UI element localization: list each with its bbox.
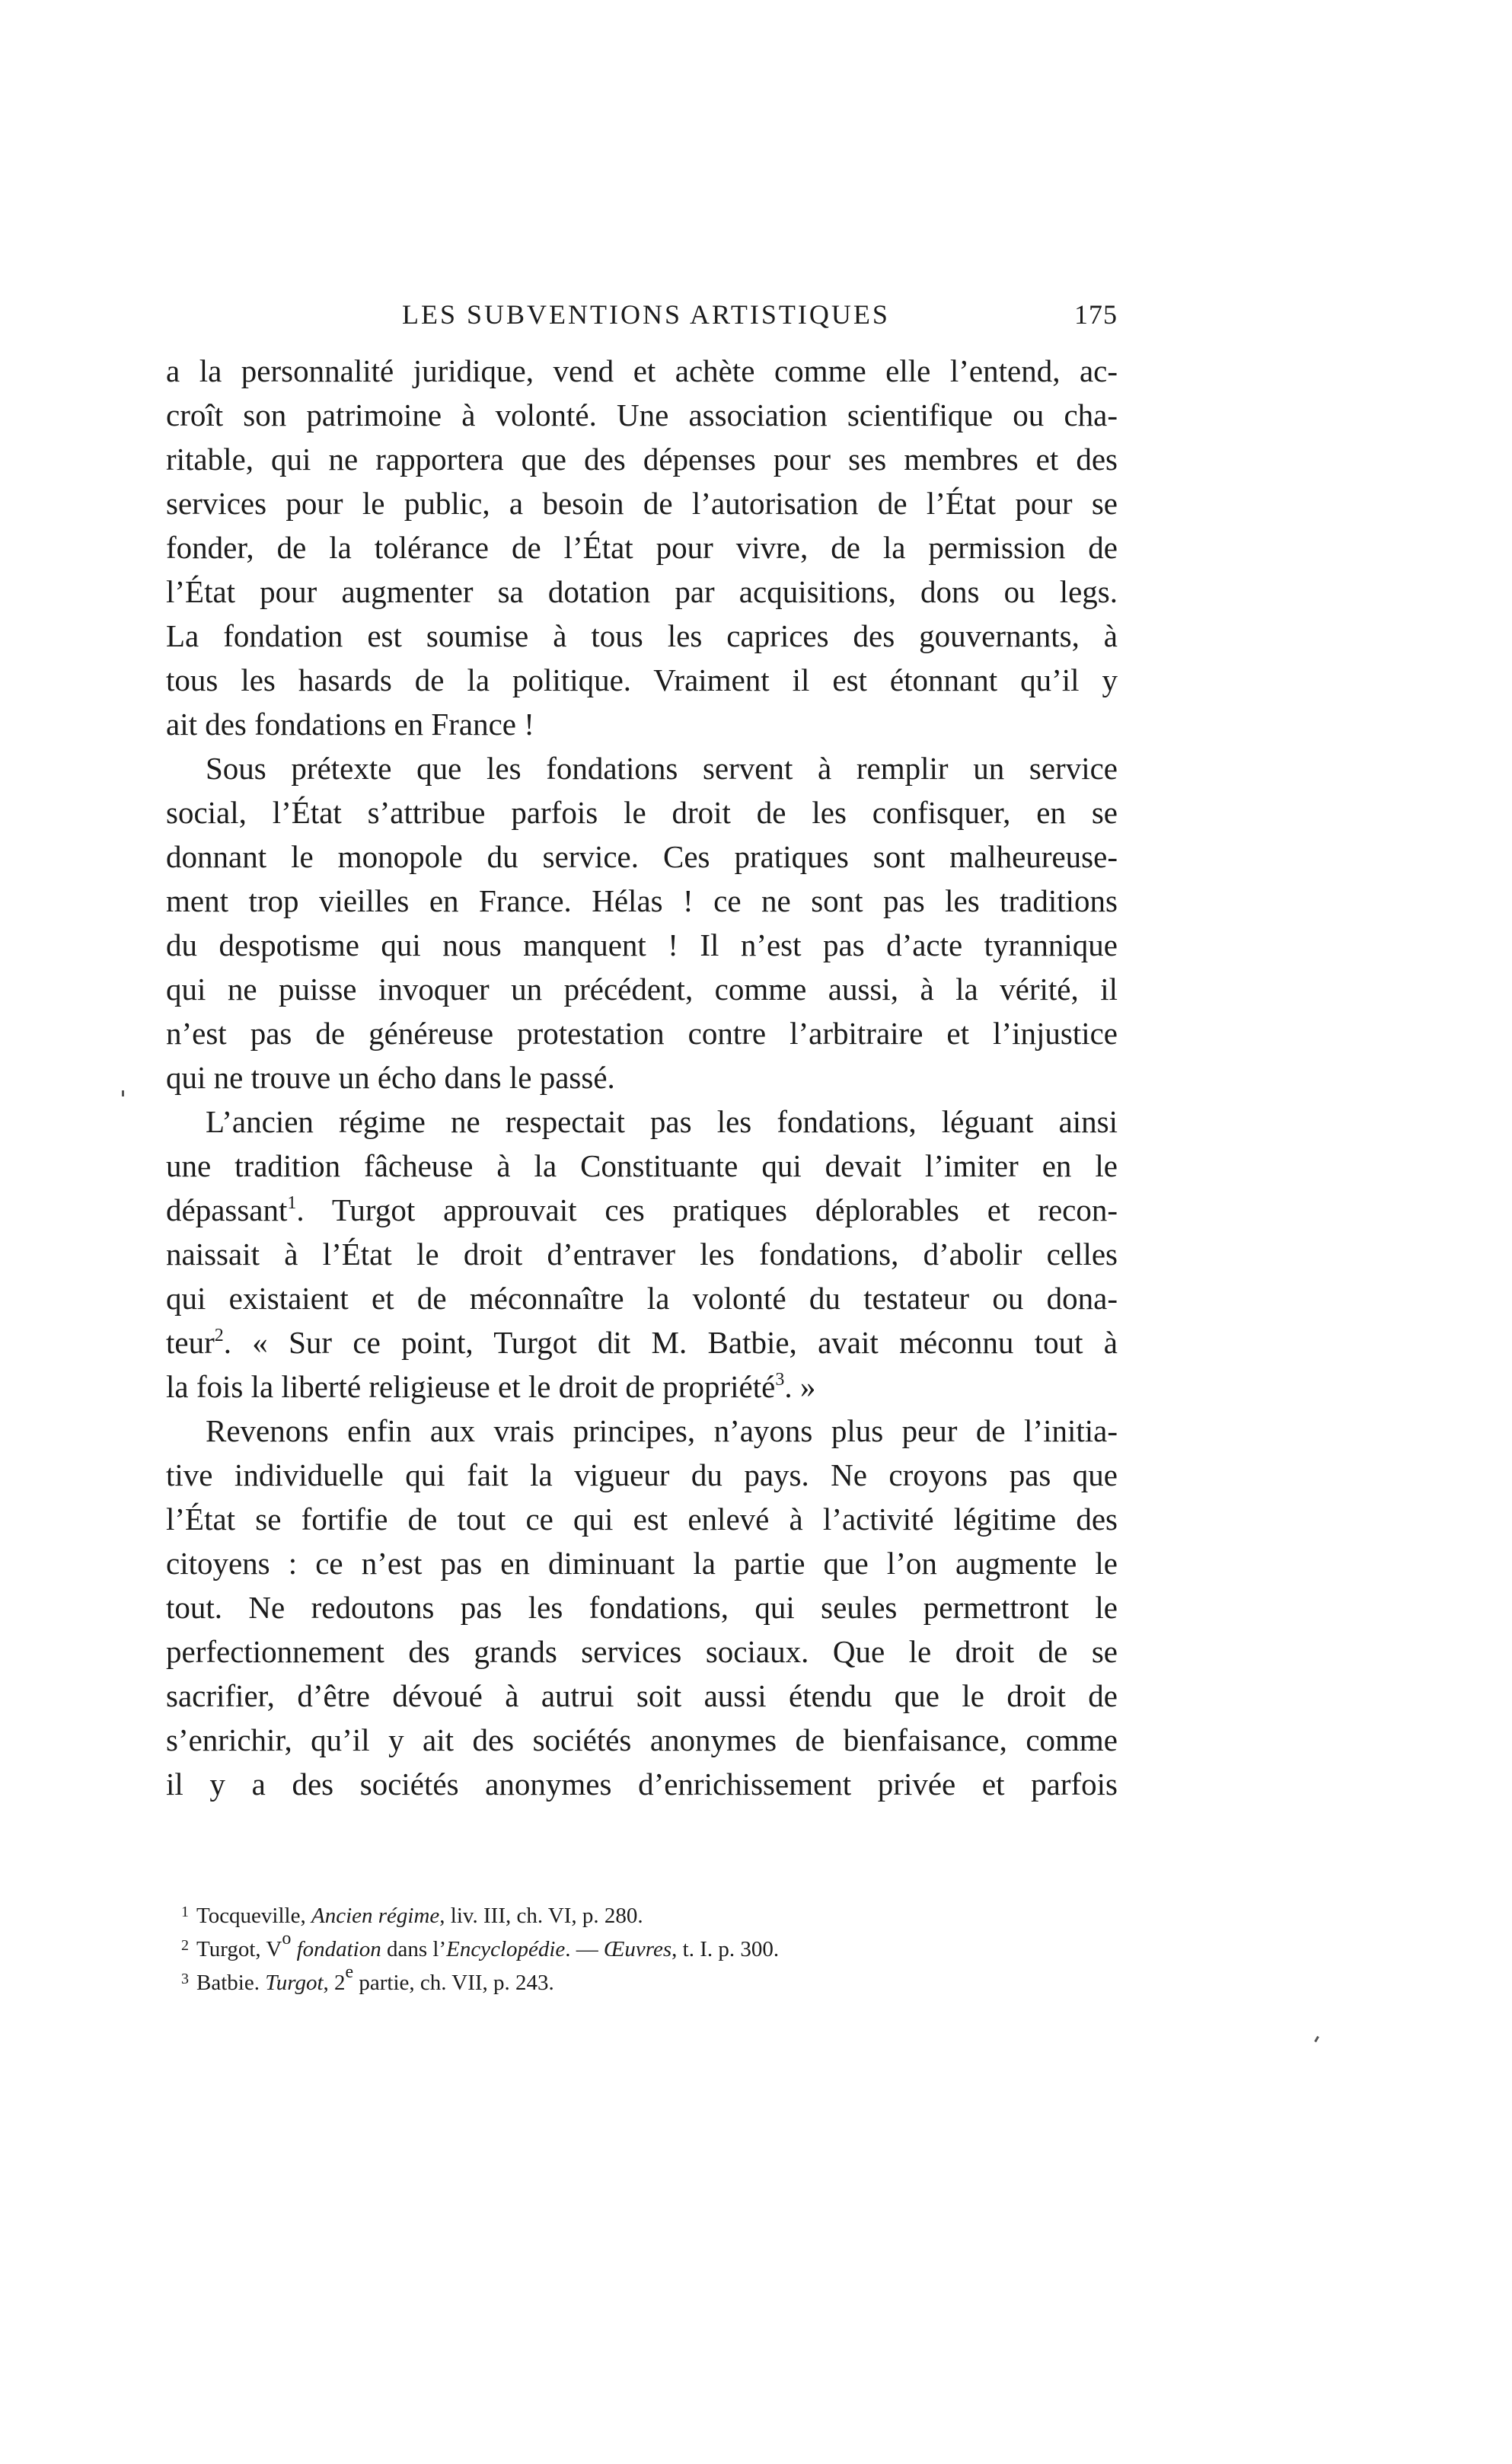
text-line: n’est pas de généreuse protestation contre l’arbitraire et l’injustice	[166, 1016, 1118, 1051]
text-line: donnant le monopole du service. Ces pratiques sont malheureuse-	[166, 839, 1118, 874]
running-head	[402, 298, 1118, 337]
footnote-mark: 3	[181, 1971, 189, 1987]
text-line: sacrifier, d’être dévoué à autrui soit aussi étendu que le droit de	[166, 1678, 1118, 1713]
text-line: citoyens : ce n’est pas en diminuant la partie que l’on augmente le	[166, 1546, 1118, 1581]
footnote-text: Turgot, V	[196, 1937, 282, 1961]
text-line	[166, 1364, 1118, 1409]
footnote-2	[181, 1931, 1019, 1964]
note-ref-3: 3	[775, 1370, 785, 1390]
footnote-text: Tocqueville,	[196, 1904, 311, 1928]
text-line: fonder, de la tolérance de l’État pour vivre, de la permission de	[166, 530, 1118, 565]
footnote-superscript: e	[345, 1962, 354, 1982]
footnote-title: fondation	[296, 1937, 381, 1961]
footnote-text: , liv. III, ch. VI, p. 280.	[439, 1904, 643, 1928]
text-line	[166, 1188, 1118, 1232]
text-line: s’enrichir, qu’il y ait des sociétés anonymes de bienfaisance, comme	[166, 1722, 1118, 1757]
footnote-3	[181, 1964, 1019, 1998]
text-line: l’État se fortifie de tout ce qui est enlevé à l’activité légitime des	[166, 1502, 1118, 1537]
text-line: tive individuelle qui fait la vigueur du pays. Ne croyons pas que	[166, 1457, 1118, 1492]
text-line: ment trop vieilles en France. Hélas ! ce ne sont pas les traditions	[166, 883, 1118, 918]
paragraph-start: L’ancien régime ne respectait pas les fondations, léguant ainsi	[206, 1104, 1118, 1139]
footnote-text: dans l’	[381, 1937, 447, 1961]
note-ref-1: 1	[287, 1193, 297, 1213]
note-ref-2: 2	[214, 1326, 224, 1345]
text-line: tout. Ne redoutons pas les fondations, qui seules permettront le	[166, 1590, 1118, 1625]
footnote-text: Batbie.	[196, 1971, 266, 1995]
text-line: ritable, qui ne rapportera que des dépenses pour ses membres et des	[166, 442, 1118, 477]
text-line: l’État pour augmenter sa dotation par acquisitions, dons ou legs.	[166, 574, 1118, 609]
text-line: tous les hasards de la politique. Vraiment il est étonnant qu’il y	[166, 662, 1118, 697]
text-line: ait des fondations en France !	[166, 707, 534, 742]
line-segment: la fois la liberté religieuse et le droit de propriété	[166, 1369, 776, 1404]
footnote-mark: 1	[181, 1904, 189, 1920]
paragraph-start: Revenons enfin aux vrais principes, n’ayons plus peur de l’initia-	[206, 1413, 1118, 1448]
footnote-mark: 2	[181, 1937, 189, 1954]
body-text	[166, 349, 1118, 1806]
line-segment: dépassant	[166, 1192, 288, 1227]
footnote-text: partie, ch. VII, p. 243.	[353, 1971, 554, 1995]
footnote-text: , 2	[323, 1971, 346, 1995]
text-line: qui ne trouve un écho dans le passé.	[166, 1060, 615, 1095]
text-line: il y a des sociétés anonymes d’enrichissement privée et parfois	[166, 1767, 1118, 1802]
text-line: perfectionnement des grands services sociaux. Que le droit de se	[166, 1634, 1118, 1669]
line-segment: teur	[166, 1325, 215, 1360]
running-title: LES SUBVENTIONS ARTISTIQUES	[402, 299, 890, 330]
footnote-title: Œuvres	[604, 1937, 672, 1961]
text-line: a la personnalité juridique, vend et achète comme elle l’entend, ac-	[166, 353, 1118, 388]
footnotes	[181, 1897, 1019, 1998]
text-line: qui ne puisse invoquer un précédent, comme aussi, à la vérité, il	[166, 972, 1118, 1007]
paragraph-start: Sous prétexte que les fondations servent à remplir un service	[206, 751, 1118, 786]
footnote-text: . —	[565, 1937, 604, 1961]
text-line: du despotisme qui nous manquent ! Il n’est pas d’acte tyrannique	[166, 927, 1118, 962]
text-line: services pour le public, a besoin de l’autorisation de l’État pour se	[166, 486, 1118, 521]
text-line: La fondation est soumise à tous les caprices des gouvernants, à	[166, 618, 1118, 653]
line-segment: . Turgot approuvait ces pratiques déplorables et recon-	[296, 1192, 1118, 1227]
footnote-1	[181, 1897, 1019, 1931]
text-line: une tradition fâcheuse à la Constituante qui devait l’imiter en le	[166, 1148, 1118, 1183]
footnote-text	[291, 1937, 296, 1961]
footnote-title: Turgot	[265, 1971, 324, 1995]
footnote-text: , t. I. p. 300.	[671, 1937, 780, 1961]
footnote-superscript: o	[282, 1929, 292, 1949]
page-number: 175	[1074, 299, 1118, 330]
footnote-title: Ancien régime	[311, 1904, 440, 1928]
footnote-title: Encyclopédie	[446, 1937, 566, 1961]
line-segment: . »	[784, 1369, 816, 1404]
text-line: naissait à l’État le droit d’entraver les fondations, d’abolir celles	[166, 1237, 1118, 1272]
text-line: social, l’État s’attribue parfois le droit de les confisquer, en se	[166, 795, 1118, 830]
stray-ink-mark	[122, 1090, 124, 1096]
text-line: croît son patrimoine à volonté. Une association scientifique ou cha-	[166, 397, 1118, 432]
stray-ink-mark	[1314, 2036, 1319, 2042]
line-segment: . « Sur ce point, Turgot dit M. Batbie, avait méconnu tout à	[223, 1325, 1118, 1360]
text-line	[166, 1320, 1118, 1364]
text-line: qui existaient et de méconnaître la volonté du testateur ou dona-	[166, 1281, 1118, 1316]
